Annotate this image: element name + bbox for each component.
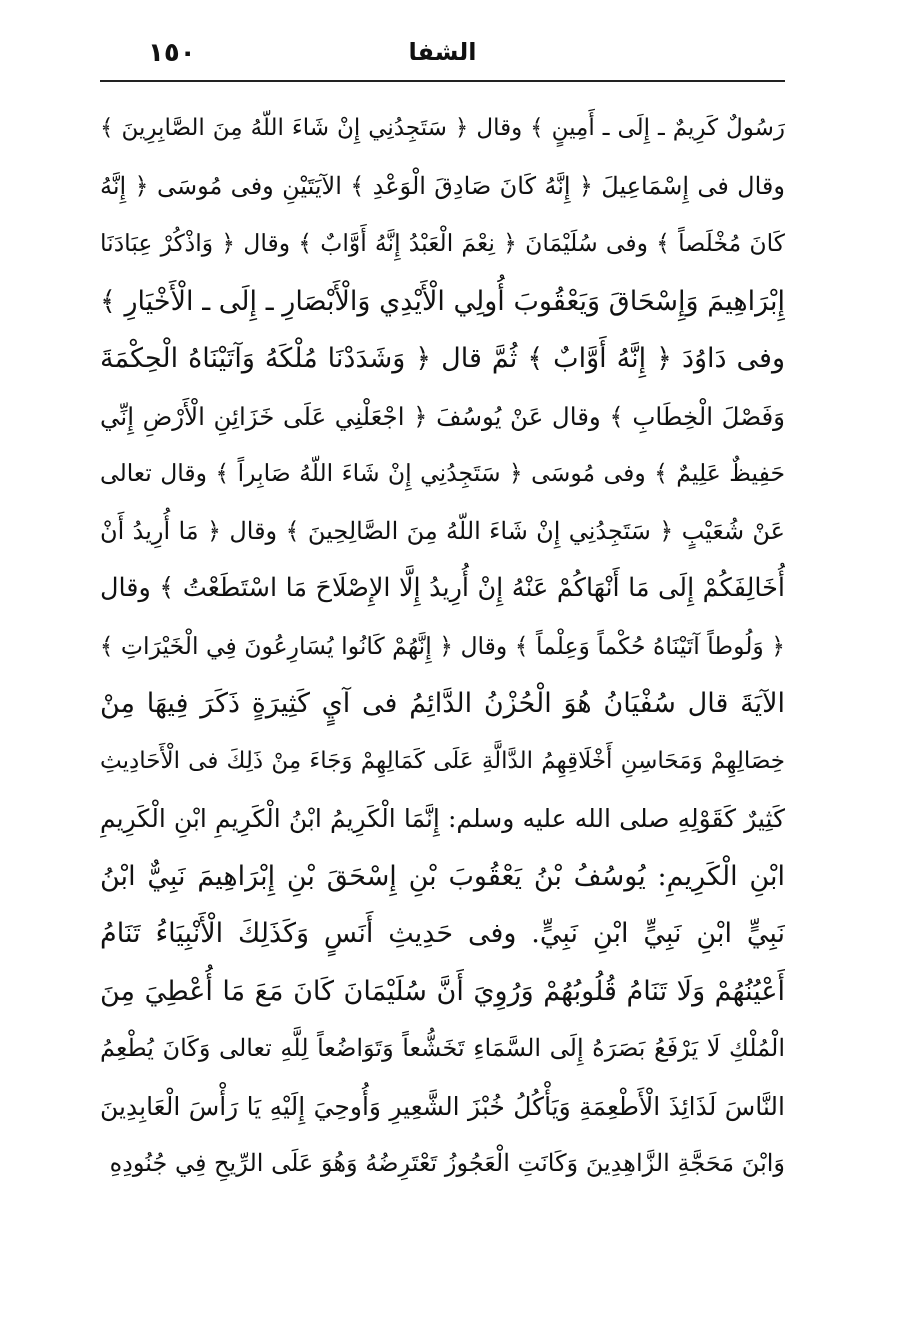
page-header <box>100 30 785 80</box>
text-line: إِبْرَاهِيمَ وَإِسْحَاقَ وَيَعْقُوبَ أُولِي الْأَيْدِي وَالْأَبْصَارِ ـ إِلَى ـ الْأَخْيَارِ ﴾ <box>100 285 785 317</box>
text-line: كَثِيرٌ كَقَوْلِهِ صلى الله عليه وسلم: إِنَّمَا الْكَرِيمُ ابْنُ الْكَرِيمِ ابْنِ الْكَرِيمِ <box>100 804 785 833</box>
text-line: النَّاسَ لَذَائِذَ الْأَطْعِمَةِ وَيَأْكُلُ خُبْزَ الشَّعِيرِ وَأُوحِيَ إِلَيْهِ يَا رَأْسَ الْعَابِدِينَ <box>100 1091 785 1121</box>
text-line: الْمُلْكِ لَا يَرْفَعُ بَصَرَهُ إِلَى السَّمَاءِ تَخَشُّعاً وَتَوَاضُعاً لِلَّهِ تعالى وَكَانَ يُطْعِمُ <box>100 1034 785 1062</box>
text-line: وَابْنَ مَحَجَّةِ الزَّاهِدِينَ وَكَانَتِ الْعَجُوزُ تَعْتَرِضُهُ وَهُوَ عَلَى الرِّيحِ فِي جُنُودِهِ <box>109 1149 785 1177</box>
text-line: أُخَالِفَكُمْ إِلَى مَا أَنْهَاكُمْ عَنْهُ إِنْ أُرِيدُ إِلَّا الإِصْلَاحَ مَا اسْتَطَعْتُ ﴾ وقال <box>100 573 785 603</box>
header-rule <box>100 80 785 82</box>
text-line: ابْنِ الْكَرِيمِ: يُوسُفُ بْنُ يَعْقُوبَ بْنِ إِسْحَقَ بْنِ إِبْرَاهِيمَ نَبِيٌّ ابْنُ <box>100 860 785 892</box>
text-line: الآيَةَ قال سُفْيَانُ هُوَ الْحُزْنُ الدَّائِمُ فى آيٍ كَثِيرَةٍ ذَكَرَ فِيهَا مِنْ <box>100 688 785 719</box>
page-number: ١٥٠ <box>148 38 196 68</box>
text-line: رَسُولٌ كَرِيمٌ ـ إِلَى ـ أَمِينٍ ﴾ وقال ﴿ سَتَجِدُنِي إِنْ شَاءَ اللّهُ مِنَ الصَّابِرِينَ ﴾ <box>100 115 785 141</box>
text-line: خِصَالِهِمْ وَمَحَاسِنِ أَخْلَاقِهِمُ الدَّالَّةِ عَلَى كَمَالِهِمْ وَجَاءَ مِنْ ذَلِكَ فى الْأَحَادِيثِ <box>100 747 785 774</box>
text-line: عَنْ شُعَيْبٍ ﴿ سَتَجِدُنِي إِنْ شَاءَ اللّهُ مِنَ الصَّالِحِينَ ﴾ وقال ﴿ مَا أُرِيدُ أَنْ <box>100 516 785 545</box>
text-line: ﴿ وَلُوطاً آتَيْنَاهُ حُكْماً وَعِلْماً ﴾ وقال ﴿ إِنَّهُمْ كَانُوا يُسَارِعُونَ فِي الْخَيْرَاتِ ﴾ <box>100 631 785 660</box>
text-line: وفى دَاوُدَ ﴿ إِنَّهُ أَوَّابٌ ﴾ ثُمَّ قال ﴿ وَشَدَدْنَا مُلْكَهُ وَآتَيْنَاهُ الْحِكْمَةَ <box>100 343 785 374</box>
body-text <box>100 100 785 1193</box>
text-line: نَبِيٍّ ابْنِ نَبِيٍّ ابْنِ نَبِيٍّ. وفى حَدِيثِ أَنَسٍ وَكَذَلِكَ الْأَنْبِيَاءُ تَنَامُ <box>100 918 785 949</box>
text-line: أَعْيُنُهُمْ وَلَا تَنَامُ قُلُوبُهُمْ وَرُوِيَ أَنَّ سُلَيْمَانَ كَانَ مَعَ مَا أُعْطِيَ مِنَ <box>100 975 785 1007</box>
text-line: وَفَصْلَ الْخِطَابِ ﴾ وقال عَنْ يُوسُفَ ﴿ اجْعَلْنِي عَلَى خَزَائِنِ الْأَرْضِ إِنِّي <box>100 401 785 431</box>
text-line: حَفِيظٌ عَلِيمٌ ﴾ وفى مُوسَى ﴿ سَتَجِدُنِي إِنْ شَاءَ اللّهُ صَابِراً ﴾ وقال تعالى <box>100 459 785 487</box>
text-line: كَانَ مُخْلَصاً ﴾ وفى سُلَيْمَانَ ﴿ نِعْمَ الْعَبْدُ إِنَّهُ أَوَّابٌ ﴾ وقال ﴿ وَاذْكُرْ عِبَادَنَا <box>100 229 785 257</box>
text-line: وقال فى إِسْمَاعِيلَ ﴿ إِنَّهُ كَانَ صَادِقَ الْوَعْدِ ﴾ الآيَتَيْنِ وفى مُوسَى ﴿ إِنَّهُ <box>100 171 785 200</box>
running-head: الشفا <box>408 38 477 66</box>
